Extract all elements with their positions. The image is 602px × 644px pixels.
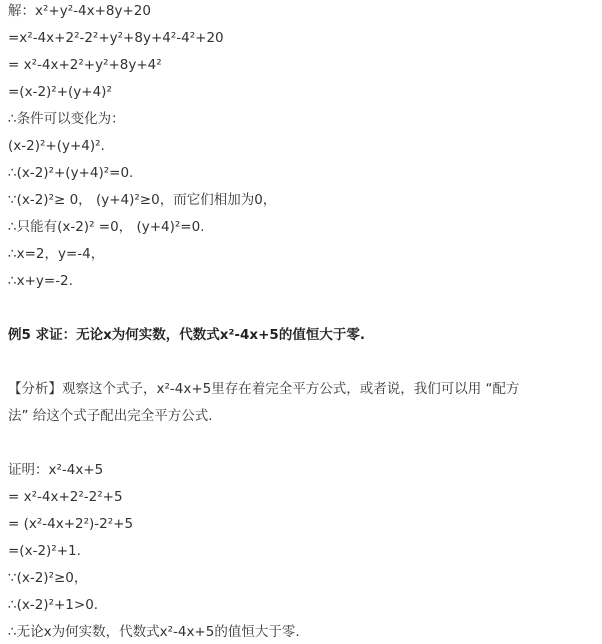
solution-line-7: ∴(x-2)²+(y+4)²=0.	[8, 165, 134, 181]
solution-line-11: ∴x+y=-2.	[8, 273, 73, 289]
solution-line-8: ∵(x-2)²≥ 0， (y+4)²≥0，而它们相加为0，	[8, 192, 277, 208]
proof-line-1: 证明：x²-4x+5	[8, 462, 104, 478]
solution-line-1: 解：x²+y²-4x+8y+20	[8, 3, 151, 19]
solution-line-10: ∴x=2，y=-4，	[8, 246, 105, 262]
analysis-line-2: 法” 给这个式子配出完全平方公式.	[8, 408, 213, 424]
solution-line-2: =x²-4x+2²-2²+y²+8y+4²-4²+20	[8, 30, 224, 46]
example-title: 例5 求证：无论x为何实数，代数式x²-4x+5的值恒大于零.	[8, 327, 365, 343]
proof-line-4: =(x-2)²+1.	[8, 543, 81, 559]
proof-line-7: ∴无论x为何实数，代数式x²-4x+5的值恒大于零.	[8, 624, 300, 640]
proof-line-6: ∴(x-2)²+1>0.	[8, 597, 99, 613]
analysis-line-1: 【分析】观察这个式子，x²-4x+5里存在着完全平方公式，或者说，我们可以用 “配方	[8, 381, 520, 397]
solution-line-9: ∴只能有(x-2)² =0， (y+4)²=0.	[8, 219, 205, 235]
solution-line-3: = x²-4x+2²+y²+8y+4²	[8, 57, 162, 73]
proof-line-3: = (x²-4x+2²)-2²+5	[8, 516, 134, 532]
solution-line-4: =(x-2)²+(y+4)²	[8, 84, 112, 100]
solution-line-5: ∴条件可以变化为：	[8, 111, 125, 127]
proof-line-2: = x²-4x+2²-2²+5	[8, 489, 123, 505]
proof-line-5: ∵(x-2)²≥0，	[8, 570, 88, 586]
solution-line-6: (x-2)²+(y+4)².	[8, 138, 105, 154]
